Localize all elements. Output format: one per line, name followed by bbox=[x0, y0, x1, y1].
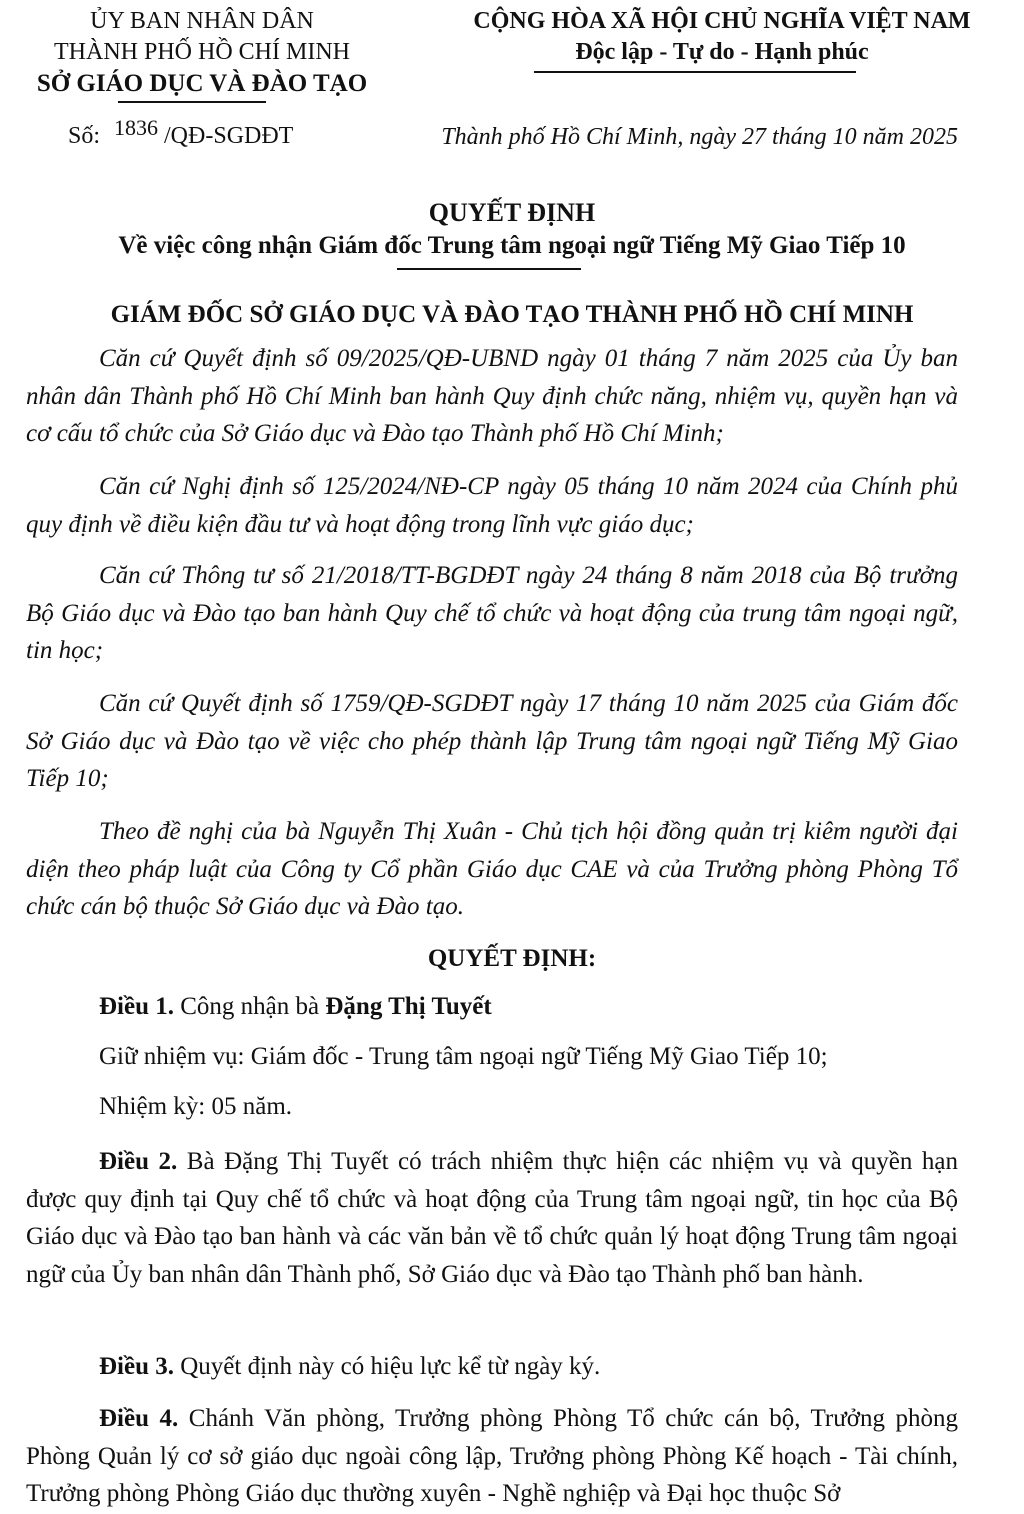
appointee-name: Đặng Thị Tuyết bbox=[325, 993, 492, 1020]
preamble-item: Căn cứ Thông tư số 21/2018/TT-BGDĐT ngày 24 tháng 8 năm 2018 của Bộ trưởng Bộ Giáo dục và Đào tạo ban hành Quy chế tổ chức và hoạt động của trung tâm ngoại ngữ, tin học; bbox=[26, 562, 958, 664]
issuing-authority-heading: GIÁM ĐỐC SỞ GIÁO DỤC VÀ ĐÀO TẠO THÀNH PHỐ HỒ CHÍ MINH bbox=[110, 301, 914, 328]
number-value: 1836 bbox=[114, 115, 159, 140]
article-2-label: Điều 2. bbox=[99, 1148, 178, 1175]
article-4 bbox=[26, 1400, 958, 1513]
authority-line-1: ỦY BAN NHÂN DÂN bbox=[90, 8, 314, 34]
preamble-item: Căn cứ Nghị định số 125/2024/NĐ-CP ngày 05 tháng 10 năm 2024 của Chính phủ quy định về điều kiện đầu tư và hoạt động trong lĩnh vực giáo dục; bbox=[26, 473, 958, 538]
article-3 bbox=[26, 1348, 958, 1386]
motto-underline bbox=[534, 71, 856, 73]
national-motto bbox=[420, 6, 1024, 68]
number-label: Số: bbox=[68, 123, 101, 149]
place-date: Thành phố Hồ Chí Minh, ngày 27 tháng 10 năm 2025 bbox=[441, 124, 958, 150]
subject-underline bbox=[397, 268, 581, 270]
authority-underline bbox=[118, 101, 266, 103]
article-1-term: Nhiệm kỳ: 05 năm. bbox=[99, 1093, 293, 1120]
article-1-label: Điều 1. bbox=[99, 993, 174, 1020]
article-2-text: Bà Đặng Thị Tuyết có trách nhiệm thực hiện các nhiệm vụ và quyền hạn được quy định tại Quy chế tổ chức và hoạt động của Trung tâm ngoại ngữ, tin học của Bộ Giáo dục và Đào tạo ban hành và các văn bản về tổ chức quản lý hoạt động Trung tâm ngoại ngữ của Ủy ban nhân dân Thành phố, Sở Giáo dục và Đào tạo Thành phố ban hành. bbox=[26, 1148, 959, 1288]
number-suffix: /QĐ-SGDĐT bbox=[164, 123, 294, 149]
authority-line-3: SỞ GIÁO DỤC VÀ ĐÀO TẠO bbox=[36, 70, 368, 97]
document-title: QUYẾT ĐỊNH bbox=[428, 198, 596, 227]
authority-line-2: THÀNH PHỐ HỒ CHÍ MINH bbox=[54, 39, 350, 65]
article-3-text: Quyết định này có hiệu lực kể từ ngày ký. bbox=[174, 1353, 601, 1380]
country-name: CỘNG HÒA XÃ HỘI CHỦ NGHĨA VIỆT NAM bbox=[473, 8, 971, 34]
article-1-text: Công nhận bà bbox=[174, 993, 326, 1020]
article-1-duty: Giữ nhiệm vụ: Giám đốc - Trung tâm ngoại ngữ Tiếng Mỹ Giao Tiếp 10; bbox=[99, 1043, 828, 1070]
article-4-label: Điều 4. bbox=[99, 1405, 179, 1432]
document-subject: Về việc công nhận Giám đốc Trung tâm ngoại ngữ Tiếng Mỹ Giao Tiếp 10 bbox=[118, 232, 906, 259]
issuing-authority bbox=[0, 6, 404, 99]
motto: Độc lập - Tự do - Hạnh phúc bbox=[575, 39, 869, 65]
document-number bbox=[68, 115, 294, 150]
article-4-text: Chánh Văn phòng, Trưởng phòng Phòng Tổ chức cán bộ, Trưởng phòng Phòng Quản lý cơ sở giáo dục ngoài công lập, Trưởng phòng Phòng Kế hoạch - Tài chính, Trưởng phòng Phòng Giáo dục thường xuyên - Nghề nghiệp và Đại học thuộc Sở bbox=[26, 1405, 959, 1507]
decision-heading: QUYẾT ĐỊNH: bbox=[427, 945, 597, 972]
article-2 bbox=[26, 1143, 958, 1293]
preamble-item: Căn cứ Quyết định số 1759/QĐ-SGDĐT ngày 17 tháng 10 năm 2025 của Giám đốc Sở Giáo dục và Đào tạo về việc cho phép thành lập Trung tâm ngoại ngữ Tiếng Mỹ Giao Tiếp 10; bbox=[26, 690, 958, 792]
article-1 bbox=[99, 993, 492, 1021]
article-3-label: Điều 3. bbox=[99, 1353, 174, 1380]
preamble-item: Theo đề nghị của bà Nguyễn Thị Xuân - Chủ tịch hội đồng quản trị kiêm người đại diện theo pháp luật của Công ty Cổ phần Giáo dục CAE và của Trưởng phòng Phòng Tổ chức cán bộ thuộc Sở Giáo dục và Đào tạo. bbox=[26, 818, 958, 920]
preamble-item: Căn cứ Quyết định số 09/2025/QĐ-UBND ngày 01 tháng 7 năm 2025 của Ủy ban nhân dân Thành phố Hồ Chí Minh ban hành Quy định chức năng, nhiệm vụ, quyền hạn và cơ cấu tổ chức của Sở Giáo dục và Đào tạo Thành phố Hồ Chí Minh; bbox=[26, 345, 958, 447]
